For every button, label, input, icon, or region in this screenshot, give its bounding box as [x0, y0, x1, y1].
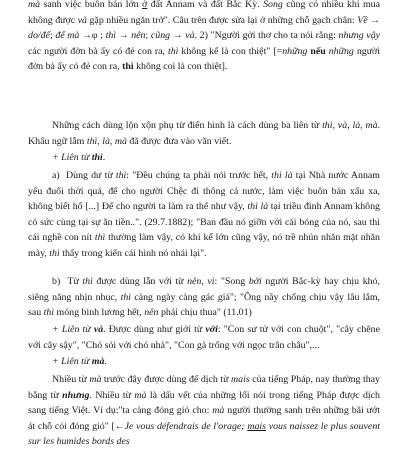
paragraph-ma-explanation: Nhiều từ mà trước đây được dùng để dịch từ mais của tiếng Pháp, nay thường thay bằng từ nhưng. Nhiều từ mà là dấu vết của những lối nói trong tiếng Pháp được dịch sang tiếng Việt. Ví dụ:"ta càng đóng giỏ cho: mà người thường sanh trên những bãi ướt át chỗ cói đóng giỏ" [←Je vous défendrais de l'orage; mais vous naissez le plus souvent sur les humides bords des: [28, 374, 381, 448]
paragraph-thi-example-b: b) Từ thì được dùng lẫn với từ nên, vì: "Song bởi người Bắc-kỳ hay chịu khó, siêng năng nhịn nhục, thì càng ngày càng gác giá"; "Ông nầy chống chịu vậy lâu lắm, sau thì móng binh lương hết, nên phải chịu thua" (11.01): [28, 276, 380, 319]
paragraph-conjunction-intro: Những cách dùng lộn xộn phụ từ điển hình là cách dùng ba liên từ thì, và, là, mà. Khẩu ngữ lẫm thì, là, mà đã được đưa vào văn viết.: [28, 120, 381, 147]
paragraph-conjunction-va: + Liên từ và. Được dùng như giới từ với: "Con sư tử với con chuột", "cây chêne với cây sậy", "Chó sói với chó nhà", "Con gà trống với ngọc trân châu",...: [28, 324, 381, 351]
paragraph-thi-example-a: a) Dùng dư từ thì: "Đều chúng ta phải nói trước hết, thì là tại Nhà nước Annam yếu đuối thời quá, để cho người Chệc đi thông cả nước, làm việc buôn bán xấu xa, không biết hổ [...] Để cho người ta làm ra thể như vậy, thì là tại triều đình Annam không có sức cùng tại sự ăn tiền..". (29.7.1882); "Ban đầu nó giỡn với cái bóng của nó, sau thì cái nghề con nít thì thường làm vậy, có khi kể lớn cũng vậy, nó trề nhún nhăn mặt nhăn mày, thì thấy trong kiến cái hình nó nhái lại".: [28, 170, 380, 259]
heading-conjunction-ma: + Liên từ mà.: [52, 356, 107, 367]
paragraph-opening-continuation: mà sanh việc buôn bán lớn ở đất Annam và đất Bắc Kỳ. Song cũng có nhiều khi mua không được và gặp nhiều ngăn trở". Câu trên được sửa lại ở những chỗ gạch chân: Về → do/để; để mà →φ ; thì → nên; cũng → và. 2) "Người gởi thơ cho ta nói rằng: nhưng vậy các người đờn bà ấy có đẻ con ra, thì không kể là con thiệt" [=những nếu những người đờn bà ấy có đẻ con ra, thì không coi là con thiệt].: [28, 0, 381, 73]
heading-conjunction-thi: + Liên từ thì.: [52, 152, 106, 163]
